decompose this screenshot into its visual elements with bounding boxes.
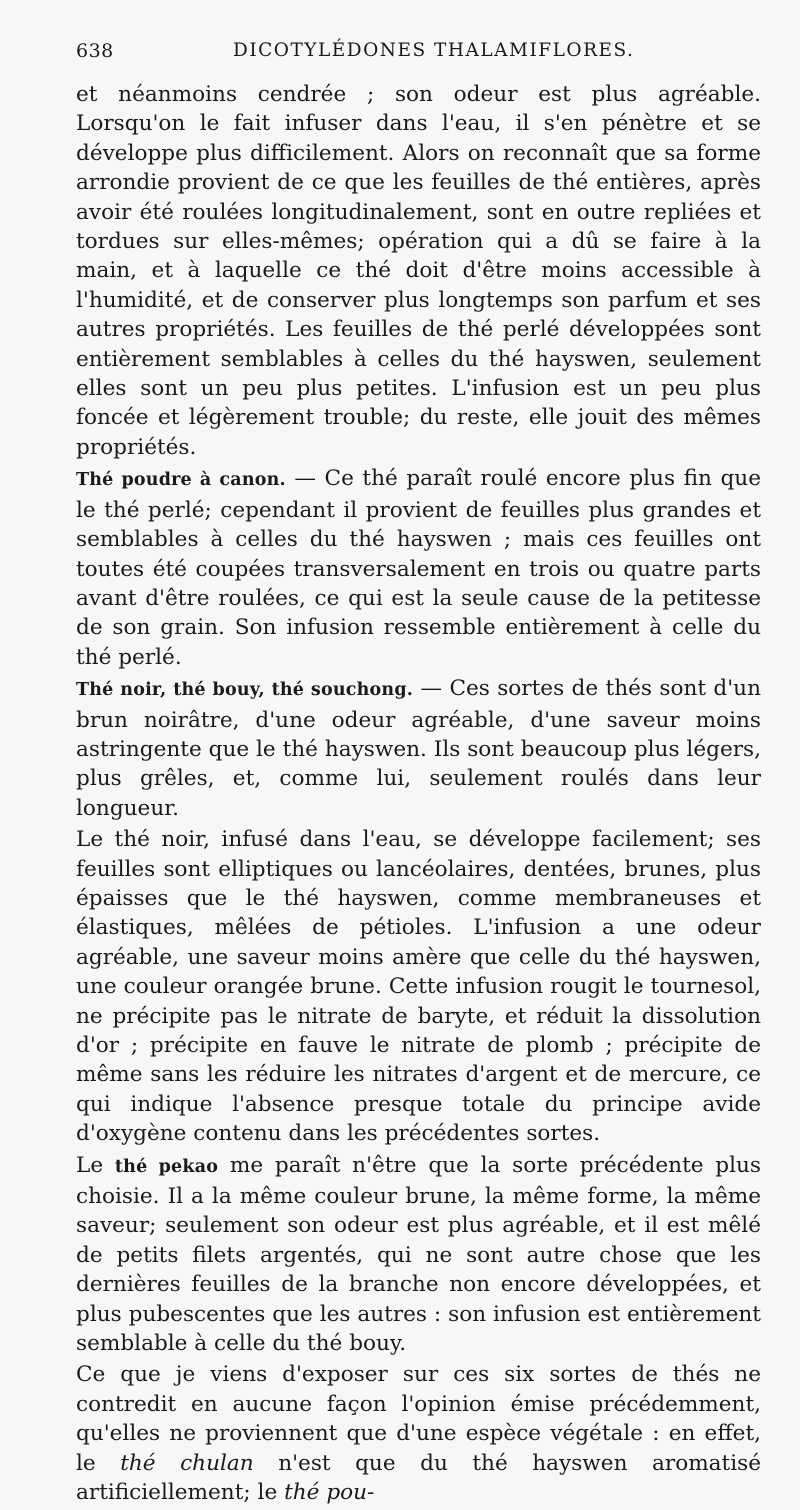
paragraph-text: me paraît n'être que la sorte précédente plus choisie. Il a la même couleur brune, la même forme, la même saveur; seulement son odeur est plus agréable, et il est mêlé de petits filets argentés, qui ne sont autre chose que les dernières feuilles de la branche non encore développées, et plus pubescentes que les autres : son infusion est entièrement semblable à celle du thé bouy. (76, 1152, 762, 1357)
paragraph-text: — Ce thé paraît roulé encore plus fin que le thé perlé; cependant il provient de feuilles plus grandes et semblables à celles du thé hayswen ; mais ces feuilles ont toutes été coupées transversalement en trois ou quatre parts avant d'être roulées, ce qui est la seule cause de la petitesse de son grain. Son infusion ressemble entièrement à celle du thé perlé. (76, 466, 761, 670)
paragraph-text: Ce que je viens d'exposer sur ces six sortes de thés ne contredit en aucune façon l'opinion émise précédemment, qu'elles ne proviennent que d'une espèce végétale : en effet, le (76, 1362, 761, 1476)
body-text (76, 80, 761, 1510)
section-heading-the-pekao: thé pekao (114, 1156, 219, 1177)
paragraph-text: et néanmoins cendrée ; son odeur est plus agréable. Lorsqu'on le fait infuser dans l'eau, il s'en pénètre et se développe plus difficilement. Alors on reconnaît que sa forme arrondie provient de ce que les feuilles de thé entières, après avoir été roulées longitudinalement, sont en outre repliées et tordues sur elles-mêmes; opération qui a dû se faire à la main, et à laquelle ce thé doit d'être moins accessible à l'humidité, et de conserver plus longtemps son parfum et ses autres propriétés. Les feuilles de thé perlé développées sont entièrement semblables à celles du thé hayswen, seulement elles sont un peu plus petites. L'infusion est un peu plus foncée et légèrement trouble; du reste, elle jouit des mêmes propriétés. (76, 82, 761, 460)
paragraph-text: Le thé noir, infusé dans l'eau, se développe facilement; ses feuilles sont elliptiques ou lancéolaires, dentées, brunes, plus épaisses que le thé hayswen, comme membraneuses et élastiques, mêlées de pétioles. L'infusion a une odeur agréable, une saveur moins amère que celle du thé hayswen, une couleur orangée brune. Cette infusion rougit le tournesol, ne précipite pas le nitrate de baryte, et réduit la dissolution d'or ; précipite en fauve le nitrate de plomb ; précipite de même sans les réduire les nitrates d'argent et de mercure, ce qui indique l'absence presque totale du principe avide d'oxygène contenu dans les précédentes sortes. (76, 827, 761, 1147)
page-header (0, 40, 800, 74)
paragraph-3 (76, 674, 761, 823)
paragraph-text: — Ces sortes de thés sont d'un brun noirâtre, d'une odeur agréable, d'une saveur moins astringente que le thé hayswen. Ils sont beaucoup plus légers, plus grêles, et, comme lui, seulement roulés dans leur longueur. (76, 676, 761, 821)
paragraph-2 (76, 464, 761, 672)
section-heading-poudre-a-canon: Thé poudre à canon. (76, 470, 286, 491)
italic-term-the-pou: thé pou- (284, 1480, 375, 1506)
section-heading-the-noir: Thé noir, thé bouy, thé souchong. (76, 680, 414, 701)
page-number: 638 (76, 40, 114, 62)
paragraph-1 (76, 80, 761, 462)
paragraph-6 (76, 1360, 761, 1507)
italic-term-the-chulan: thé chulan (120, 1450, 254, 1476)
paragraph-4 (76, 825, 761, 1148)
running-title: DICOTYLÉDONES THALAMIFLORES. (233, 40, 635, 61)
paragraph-prefix: Le (76, 1152, 115, 1178)
paragraph-5 (76, 1151, 761, 1359)
paragraph-text-continued: n'est que du thé hayswen aromatisé artificiellement; le (76, 1450, 761, 1506)
